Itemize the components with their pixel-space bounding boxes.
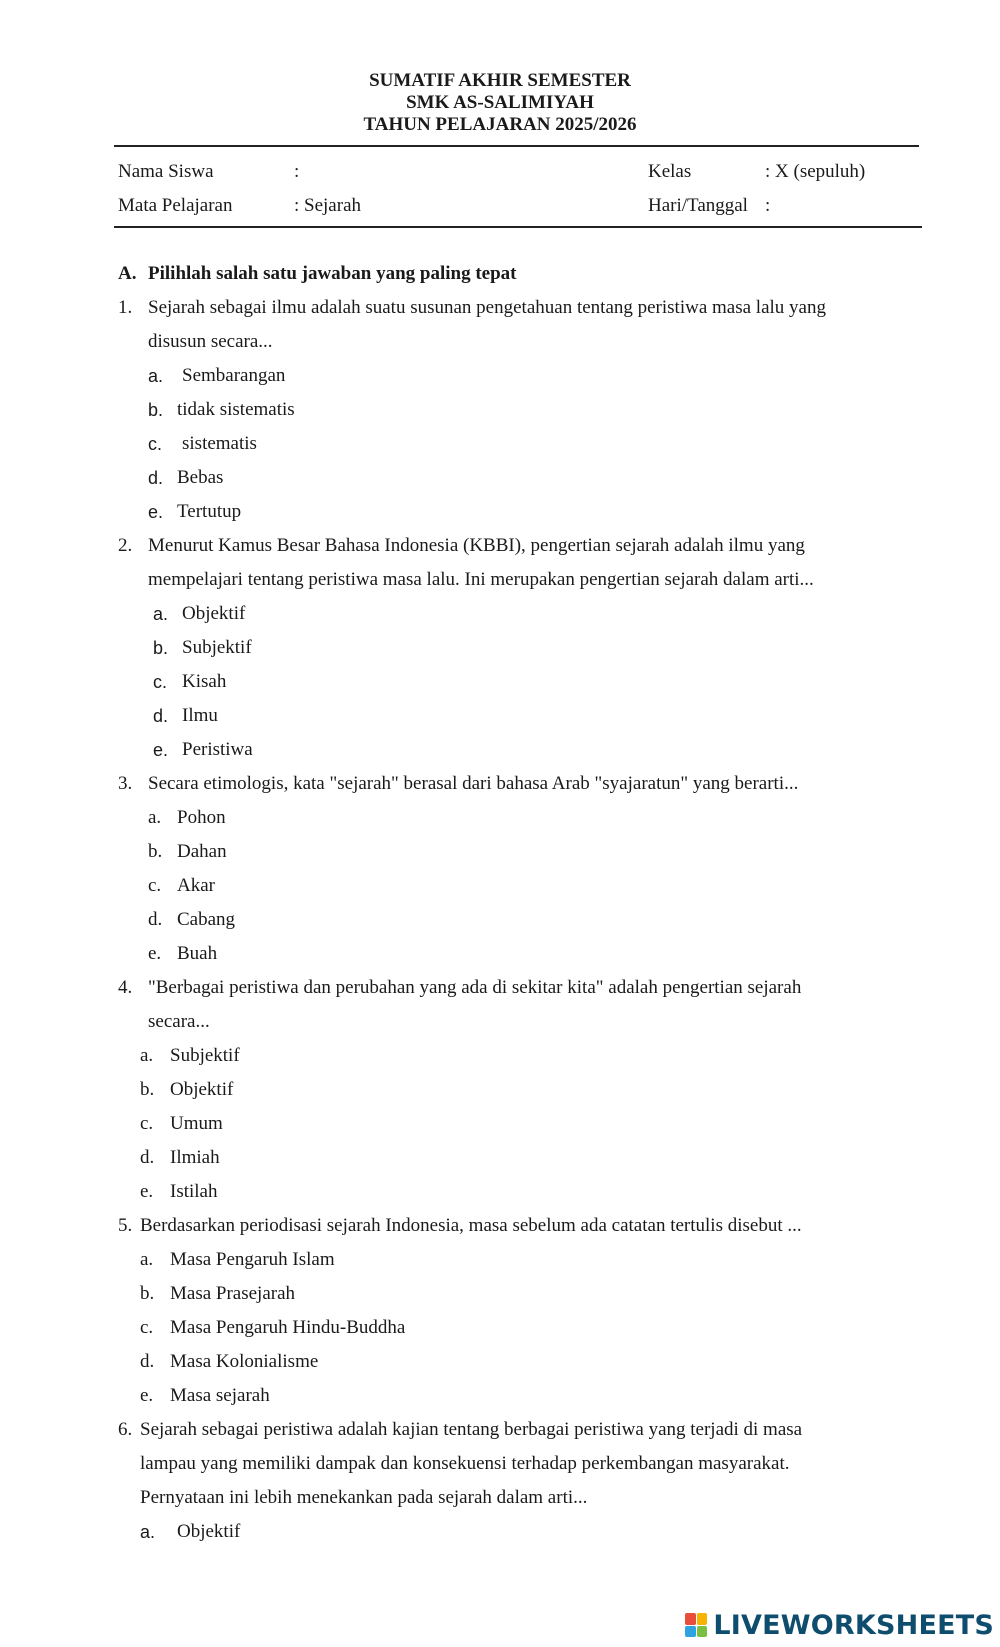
liveworksheets-wordmark: LIVEWORKSHEETS bbox=[713, 1609, 994, 1641]
question-4-text-line-2: secara... bbox=[148, 1011, 210, 1032]
question-2-option-b-letter: b. bbox=[153, 638, 169, 658]
question-3-text-line-1: Secara etimologis, kata "sejarah" berasal dari bahasa Arab "syajaratun" yang berarti... bbox=[148, 773, 799, 794]
school-name: SMK AS-SALIMIYAH bbox=[406, 92, 594, 113]
question-3-option-c-letter: c. bbox=[148, 875, 162, 896]
question-3-option-d-letter: d. bbox=[148, 909, 163, 930]
question-4-option-d-letter: d. bbox=[140, 1147, 155, 1168]
liveworksheets-logo-icon bbox=[685, 1613, 707, 1637]
question-5-option-b[interactable]: Masa Prasejarah bbox=[170, 1283, 296, 1304]
question-4-number: 4. bbox=[118, 977, 133, 998]
question-6-number: 6. bbox=[118, 1419, 133, 1440]
nama-siswa-label: Nama Siswa bbox=[118, 161, 214, 182]
question-2-option-c[interactable]: Kisah bbox=[182, 671, 227, 692]
question-3-option-b[interactable]: Dahan bbox=[177, 841, 227, 862]
question-5-option-e[interactable]: Masa sejarah bbox=[170, 1385, 270, 1406]
question-1-option-a-letter: a. bbox=[148, 366, 164, 386]
question-2-option-b[interactable]: Subjektif bbox=[182, 637, 252, 658]
question-4-option-b-letter: b. bbox=[140, 1079, 155, 1100]
question-5-number: 5. bbox=[118, 1215, 133, 1236]
question-2-option-d-letter: d. bbox=[153, 706, 169, 726]
question-4-text-line-1: "Berbagai peristiwa dan perubahan yang ada di sekitar kita" adalah pengertian sejarah bbox=[148, 977, 802, 998]
question-6-option-a-letter: a. bbox=[140, 1522, 156, 1542]
question-3-option-a[interactable]: Pohon bbox=[177, 807, 226, 828]
question-3-option-e[interactable]: Buah bbox=[177, 943, 218, 964]
question-5-option-d[interactable]: Masa Kolonialisme bbox=[170, 1351, 319, 1372]
question-2-option-a-letter: a. bbox=[153, 604, 169, 624]
question-1-text-line-1: Sejarah sebagai ilmu adalah suatu susunan pengetahuan tentang peristiwa masa lalu yang bbox=[148, 297, 826, 318]
question-1-option-d[interactable]: Bebas bbox=[177, 467, 224, 488]
question-1-number: 1. bbox=[118, 297, 133, 318]
question-1-option-b[interactable]: tidak sistematis bbox=[177, 399, 295, 420]
question-3-option-b-letter: b. bbox=[148, 841, 163, 862]
question-1-option-c[interactable]: sistematis bbox=[182, 433, 257, 454]
question-5-option-a-letter: a. bbox=[140, 1249, 154, 1270]
question-3-option-a-letter: a. bbox=[148, 807, 162, 828]
question-2-option-d[interactable]: Ilmu bbox=[182, 705, 218, 726]
question-1-option-b-letter: b. bbox=[148, 400, 164, 420]
question-1-option-e[interactable]: Tertutup bbox=[177, 501, 242, 522]
mata-pelajaran-label: Mata Pelajaran bbox=[118, 195, 233, 216]
question-4-option-b[interactable]: Objektif bbox=[170, 1079, 234, 1100]
question-5-option-c-letter: c. bbox=[140, 1317, 154, 1338]
question-4-option-e[interactable]: Istilah bbox=[170, 1181, 218, 1202]
question-5-option-a[interactable]: Masa Pengaruh Islam bbox=[170, 1249, 335, 1270]
question-4-option-a[interactable]: Subjektif bbox=[170, 1045, 240, 1066]
question-4-option-c[interactable]: Umum bbox=[170, 1113, 223, 1134]
question-2-option-a[interactable]: Objektif bbox=[182, 603, 246, 624]
liveworksheets-brand[interactable] bbox=[685, 1610, 994, 1640]
mata-pelajaran-value: : Sejarah bbox=[294, 195, 362, 216]
question-2-option-e-letter: e. bbox=[153, 740, 169, 760]
question-5-option-d-letter: d. bbox=[140, 1351, 155, 1372]
section-a-marker: A. bbox=[118, 263, 137, 284]
question-6-text-line-3: Pernyataan ini lebih menekankan pada sejarah dalam arti... bbox=[140, 1487, 588, 1508]
question-2-option-e[interactable]: Peristiwa bbox=[182, 739, 253, 760]
header-divider-bottom bbox=[114, 226, 922, 228]
kelas-label: Kelas bbox=[648, 161, 692, 182]
header-divider-top bbox=[114, 145, 919, 147]
question-4-option-e-letter: e. bbox=[140, 1181, 154, 1202]
question-4-option-a-letter: a. bbox=[140, 1045, 154, 1066]
question-1-option-a[interactable]: Sembarangan bbox=[182, 365, 286, 386]
question-4-option-c-letter: c. bbox=[140, 1113, 154, 1134]
question-5-text-line-1: Berdasarkan periodisasi sejarah Indonesia, masa sebelum ada catatan tertulis disebut ... bbox=[140, 1215, 802, 1236]
question-4-option-d[interactable]: Ilmiah bbox=[170, 1147, 220, 1168]
question-2-text-line-1: Menurut Kamus Besar Bahasa Indonesia (KBBI), pengertian sejarah adalah ilmu yang bbox=[148, 535, 805, 556]
question-1-option-c-letter: c. bbox=[148, 434, 163, 454]
question-3-number: 3. bbox=[118, 773, 133, 794]
question-3-option-d[interactable]: Cabang bbox=[177, 909, 236, 930]
question-1-text-line-2: disusun secara... bbox=[148, 331, 273, 352]
question-5-option-b-letter: b. bbox=[140, 1283, 155, 1304]
question-1-option-d-letter: d. bbox=[148, 468, 164, 488]
section-a-title: Pilihlah salah satu jawaban yang paling tepat bbox=[148, 263, 517, 284]
question-5-option-c[interactable]: Masa Pengaruh Hindu-Buddha bbox=[170, 1317, 406, 1338]
academic-year: TAHUN PELAJARAN 2025/2026 bbox=[363, 114, 637, 135]
question-2-option-c-letter: c. bbox=[153, 672, 168, 692]
exam-title: SUMATIF AKHIR SEMESTER bbox=[369, 70, 631, 91]
question-3-option-c[interactable]: Akar bbox=[177, 875, 215, 896]
question-2-number: 2. bbox=[118, 535, 133, 556]
nama-siswa-field[interactable]: : bbox=[294, 161, 300, 182]
question-6-text-line-2: lampau yang memiliki dampak dan konsekuensi terhadap perkembangan masyarakat. bbox=[140, 1453, 790, 1474]
question-3-option-e-letter: e. bbox=[148, 943, 162, 964]
hari-tanggal-field[interactable]: : bbox=[765, 195, 771, 216]
question-6-option-a[interactable]: Objektif bbox=[177, 1521, 241, 1542]
question-6-text-line-1: Sejarah sebagai peristiwa adalah kajian tentang berbagai peristiwa yang terjadi di masa bbox=[140, 1419, 803, 1440]
kelas-value: : X (sepuluh) bbox=[765, 161, 866, 182]
question-1-option-e-letter: e. bbox=[148, 502, 164, 522]
question-5-option-e-letter: e. bbox=[140, 1385, 154, 1406]
hari-tanggal-label: Hari/Tanggal bbox=[648, 195, 748, 216]
question-2-text-line-2: mempelajari tentang peristiwa masa lalu. Ini merupakan pengertian sejarah dalam arti... bbox=[148, 569, 814, 590]
